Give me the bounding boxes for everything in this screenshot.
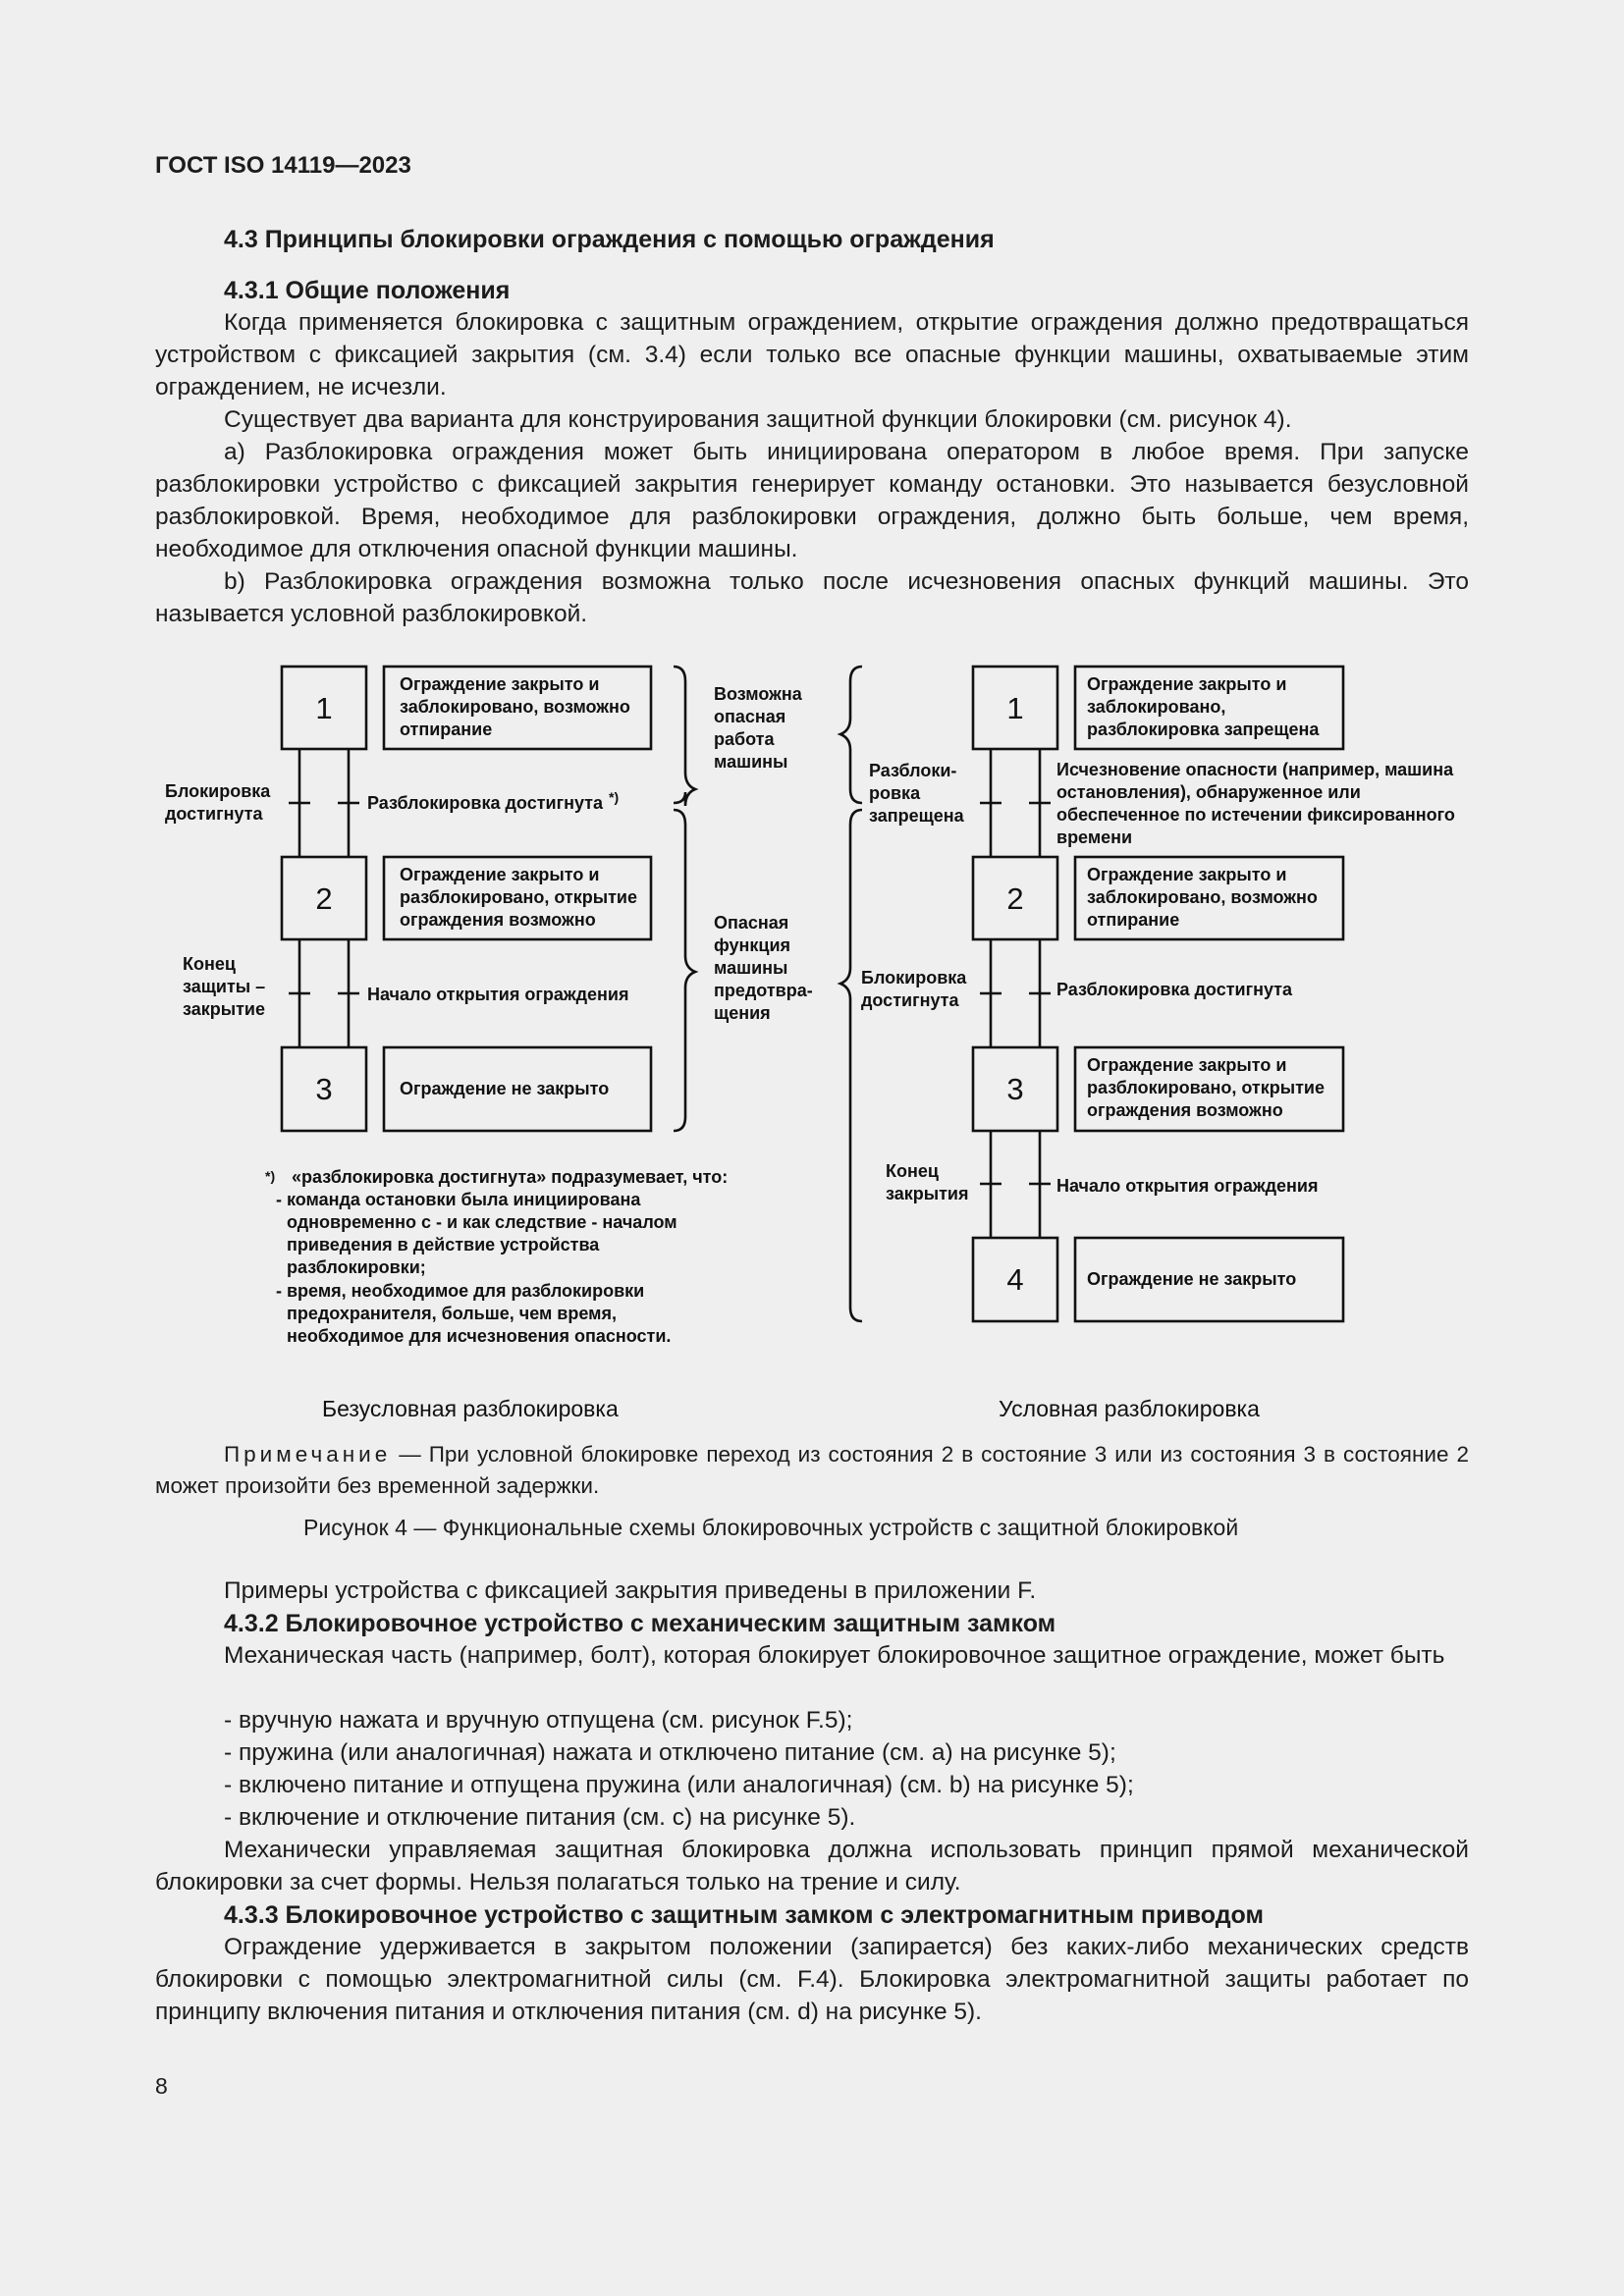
- paragraph-variants: Существует два варианта для конструирования защитной функции блокировки (см. рисунок 4).: [224, 406, 1292, 433]
- left-transition-1-footnote-mark: *): [609, 789, 620, 805]
- left-state-2-number: 2: [315, 881, 333, 916]
- right-state-1-line-3: разблокировка запрещена: [1087, 720, 1320, 739]
- left-state-3-number: 3: [315, 1072, 333, 1106]
- left-brace-top-line-1: Возможна: [714, 684, 802, 704]
- left-transition-2-side-3: закрытие: [183, 999, 265, 1019]
- right-transition-1-line-2: остановления), обнаруженное или: [1056, 782, 1361, 802]
- right-brace-top-line-1: Разблоки-: [869, 761, 957, 780]
- left-brace-bottom-line-5: щения: [714, 1003, 771, 1023]
- section-4-3-1-title: 4.3.1 Общие положения: [224, 277, 511, 304]
- right-state-4-line-1: Ограждение не закрыто: [1087, 1269, 1297, 1289]
- right-state-1-line-1: Ограждение закрыто и: [1087, 674, 1287, 694]
- list-item-4: - включение и отключение питания (см. с) на рисунке 5).: [224, 1804, 856, 1831]
- left-brace-top-line-3: работа: [714, 729, 775, 749]
- caption-unconditional: Безусловная разблокировка: [322, 1396, 619, 1421]
- left-brace-bottom-line-4: предотвра-: [714, 981, 813, 1000]
- paragraph-variant-b: b) Разблокировка ограждения возможна только после исчезновения опасных функций машины. Это называется условной разблокировкой.: [155, 568, 1469, 627]
- right-state-2-line-3: отпирание: [1087, 910, 1180, 930]
- right-transition-1-line-3: обеспеченное по истечении фиксированного: [1056, 805, 1455, 825]
- left-transition-1-label: Разблокировка достигнута: [367, 793, 604, 813]
- left-state-2-line-3: ограждения возможно: [400, 910, 596, 930]
- right-state-3-line-1: Ограждение закрыто и: [1087, 1055, 1287, 1075]
- left-state-1-line-2: заблокировано, возможно: [400, 697, 630, 717]
- left-transition-2-side-2: защиты –: [183, 977, 266, 996]
- left-state-1-line-3: отпирание: [400, 720, 493, 739]
- figure-note: [155, 1439, 1469, 1502]
- caption-conditional: Условная разблокировка: [999, 1396, 1260, 1421]
- left-transition-1-side-2: достигнута: [165, 804, 263, 824]
- note-label: Примечание: [224, 1442, 392, 1467]
- section-4-3-3-title: 4.3.3 Блокировочное устройство с защитным замком с электромагнитным приводом: [224, 1901, 1264, 1929]
- right-transition-2-side-2: достигнута: [861, 990, 959, 1010]
- right-state-3-line-3: ограждения возможно: [1087, 1100, 1283, 1120]
- paragraph-electromagnetic: Ограждение удерживается в закрытом положении (запирается) без каких-либо механических средств блокировки с помощью электромагнитной силы (см. F.4). Блокировка электромагнитной защиты работает по принципу включения питания и отключения питания (см. d) на рисунке 5).: [155, 1934, 1469, 2025]
- section-4-3-2-title: 4.3.2 Блокировочное устройство с механическим защитным замком: [224, 1610, 1056, 1637]
- right-transition-2-side-1: Блокировка: [861, 968, 967, 988]
- left-brace-bottom-line-1: Опасная: [714, 913, 789, 933]
- footnote-line-3: одновременно с - и как следствие - началом: [287, 1212, 677, 1232]
- left-transition-2-side-1: Конец: [183, 954, 236, 974]
- footnote-line-6: - время, необходимое для разблокировки: [276, 1281, 645, 1301]
- figure-title: Рисунок 4 — Функциональные схемы блокировочных устройств с защитной блокировкой: [303, 1515, 1239, 1540]
- left-brace-bottom-line-2: функция: [714, 935, 791, 955]
- right-state-1-line-2: заблокировано,: [1087, 697, 1226, 717]
- right-transition-3-side-2: закрытия: [886, 1184, 969, 1203]
- right-transition-3-label: Начало открытия ограждения: [1056, 1176, 1319, 1196]
- left-brace-bottom-line-3: машины: [714, 958, 788, 978]
- section-4-3-title: 4.3 Принципы блокировки ограждения с помощью ограждения: [224, 226, 995, 253]
- paragraph-mechanical-form: Механически управляемая защитная блокировка должна использовать принцип прямой механической блокировки за счет формы. Нельзя полагаться только на трение и силу.: [155, 1837, 1469, 1896]
- right-state-1-number: 1: [1006, 691, 1024, 725]
- footnote-mark: *): [265, 1168, 276, 1184]
- footnote-line-4: приведения в действие устройства: [287, 1235, 600, 1255]
- right-transition-1-line-1: Исчезновение опасности (например, машина: [1056, 760, 1454, 779]
- left-transition-2-label: Начало открытия ограждения: [367, 985, 629, 1004]
- left-state-3-line-1: Ограждение не закрыто: [400, 1079, 610, 1098]
- right-state-2-number: 2: [1006, 881, 1024, 916]
- footnote-line-2: - команда остановки была инициирована: [276, 1190, 641, 1209]
- right-state-2-line-2: заблокировано, возможно: [1087, 887, 1318, 907]
- right-brace-top-line-2: ровка: [869, 783, 921, 803]
- left-transition-1-side-1: Блокировка: [165, 781, 271, 801]
- paragraph-variant-a: a) Разблокировка ограждения может быть инициирована оператором в любое время. При запуске разблокировки устройство с фиксацией закрытия генерирует команду остановки. Это называется безусловной разблокировкой. Время, необходимое для разблокировки ограждения, должно быть больше, чем время, необходимое для отключения опасной функции машины.: [155, 439, 1469, 562]
- list-item-3: - включено питание и отпущена пружина (или аналогичная) (см. b) на рисунке 5);: [224, 1772, 1134, 1798]
- paragraph-examples: Примеры устройства с фиксацией закрытия приведены в приложении F.: [224, 1577, 1037, 1604]
- document-header: ГОСТ ISO 14119—2023: [155, 152, 411, 179]
- footnote-line-5: разблокировки;: [287, 1257, 426, 1277]
- list-item-1: - вручную нажата и вручную отпущена (см. рисунок F.5);: [224, 1707, 853, 1734]
- list-item-2: - пружина (или аналогичная) нажата и отключено питание (см. а) на рисунке 5);: [224, 1739, 1116, 1766]
- right-state-3-line-2: разблокировано, открытие: [1087, 1078, 1325, 1097]
- paragraph-mechanical: Механическая часть (например, болт), которая блокирует блокировочное защитное ограждение, может быть: [224, 1642, 1445, 1669]
- footnote-line-1: «разблокировка достигнута» подразумевает, что:: [292, 1167, 729, 1187]
- page-number: 8: [155, 2073, 168, 2099]
- right-brace-bottom: [840, 810, 862, 1321]
- left-brace-top: [674, 667, 695, 806]
- note-text: — При условной блокировке переход из состояния 2 в состояние 3 или из состояния 3 в состояние 2 может произойти без временной задержки.: [155, 1442, 1469, 1498]
- left-brace-bottom: [674, 810, 695, 1131]
- right-state-4-number: 4: [1006, 1262, 1024, 1297]
- right-transition-3-side-1: Конец: [886, 1161, 939, 1181]
- footnote-line-8: необходимое для исчезновения опасности.: [287, 1326, 672, 1346]
- footnote-line-7: предохранителя, больше, чем время,: [287, 1304, 617, 1323]
- right-brace-top: [840, 667, 862, 803]
- paragraph-general: Когда применяется блокировка с защитным ограждением, открытие ограждения должно предотвращаться устройством с фиксацией закрытия (см. 3.4) если только все опасные функции машины, охватываемые этим ограждением, не исчезли.: [155, 309, 1469, 400]
- right-transition-1-line-4: времени: [1056, 828, 1133, 847]
- left-state-1-line-1: Ограждение закрыто и: [400, 674, 600, 694]
- right-state-3-number: 3: [1006, 1072, 1024, 1106]
- left-state-2-line-1: Ограждение закрыто и: [400, 865, 600, 884]
- right-brace-top-line-3: запрещена: [869, 806, 964, 826]
- left-brace-top-line-2: опасная: [714, 707, 786, 726]
- left-state-1-number: 1: [315, 691, 333, 725]
- right-state-2-line-1: Ограждение закрыто и: [1087, 865, 1287, 884]
- left-state-2-line-2: разблокировано, открытие: [400, 887, 637, 907]
- left-brace-top-line-4: машины: [714, 752, 788, 772]
- right-transition-2-label: Разблокировка достигнута: [1056, 980, 1293, 999]
